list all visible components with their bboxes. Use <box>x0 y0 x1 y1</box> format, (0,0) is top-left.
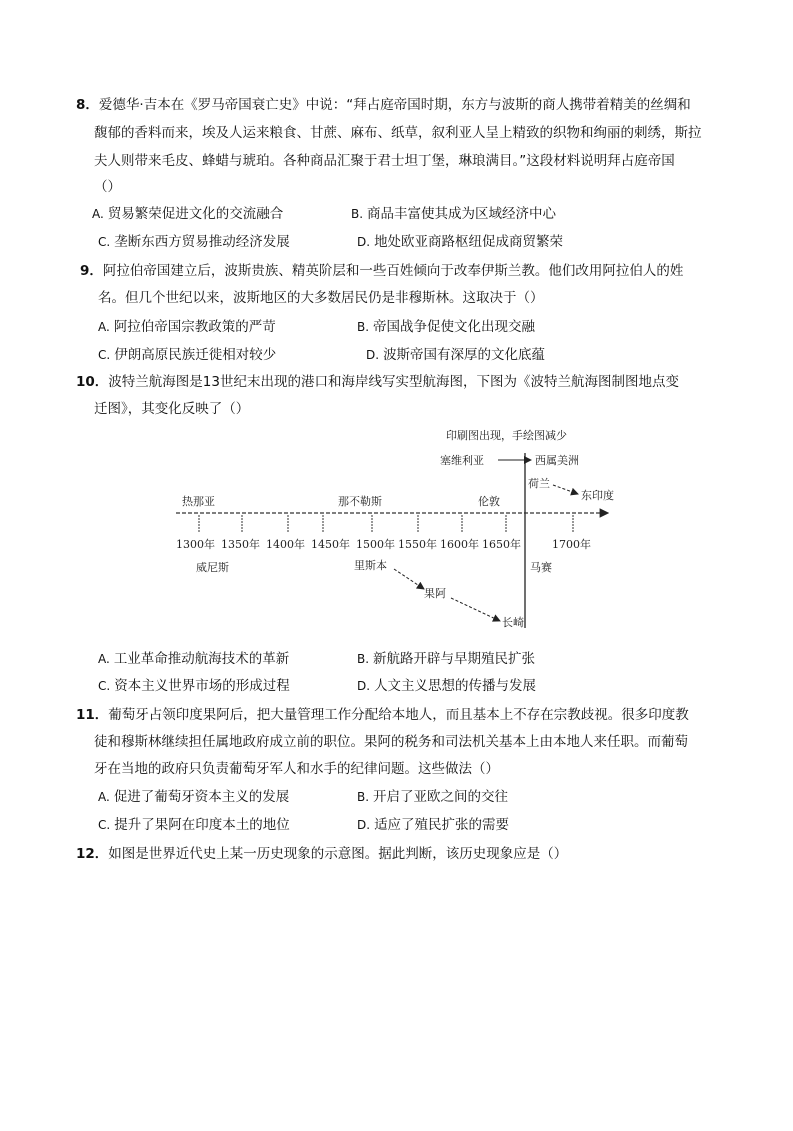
q10-option-b[interactable]: B. 新航路开辟与早期殖民扩张 <box>357 651 536 667</box>
year-label: 1450年 <box>311 538 350 551</box>
q8-option-b[interactable]: B. 商品丰富使其成为区域经济中心 <box>351 206 557 222</box>
year-label: 1550年 <box>398 538 437 551</box>
q11-option-a[interactable]: A. 促进了葡萄牙资本主义的发展 <box>98 789 290 805</box>
q10-line-1 <box>76 373 679 391</box>
q9-number: 9． <box>80 263 103 279</box>
q9-option-c[interactable]: C. 伊朗高原民族迁徙相对较少 <box>98 347 277 363</box>
place-seville: 塞维利亚 <box>440 454 484 467</box>
q9-stem-2: 名。但几个世纪以来，波斯地区的大多数居民仍是非穆斯林。这取决于（） <box>98 290 544 306</box>
q11-option-b[interactable]: B. 开启了亚欧之间的交往 <box>357 789 509 805</box>
q12-line-1 <box>76 845 567 863</box>
timeline-ticks <box>199 515 573 533</box>
q10-stem-2: 迁图》，其变化反映了（） <box>94 401 250 417</box>
place-east-indies: 东印度 <box>581 489 614 502</box>
q11-stem-1: 葡萄牙占领印度果阿后，把大量管理工作分配给本地人，而且基本上不存在宗教歧视。很多印度教 <box>108 707 689 723</box>
q10-option-c[interactable]: C. 资本主义世界市场的形成过程 <box>98 678 290 694</box>
q11-option-c[interactable]: C. 提升了果阿在印度本土的地位 <box>98 817 290 833</box>
q8-option-d[interactable]: D. 地处欧亚商路枢纽促成商贸繁荣 <box>357 234 564 250</box>
top-note: 印刷图出现，手绘图减少 <box>446 429 567 442</box>
q9-line-1 <box>80 262 683 280</box>
q8-number: 8． <box>76 97 99 113</box>
year-label: 1500年 <box>356 538 395 551</box>
year-label: 1600年 <box>440 538 479 551</box>
q8-stem-4: （） <box>94 179 121 195</box>
q9-stem-1: 阿拉伯帝国建立后，波斯贵族、精英阶层和一些百姓倾向于改奉伊斯兰教。他们改用阿拉伯人的姓 <box>102 263 684 279</box>
arrow-goa-to-nagasaki <box>451 598 500 621</box>
q11-stem-3: 牙在当地的政府只负责葡萄牙军人和水手的纪律问题。这些做法（） <box>94 761 499 777</box>
q12-stem-1: 如图是世界近代史上某一历史现象的示意图。据此判断，该历史现象应是（） <box>108 846 568 862</box>
place-venice: 威尼斯 <box>196 561 229 574</box>
q10-stem-1: 波特兰航海图是13世纪末出现的港口和海岸线写实型航海图，下图为《波特兰航海图制图地点变 <box>108 374 679 390</box>
q10-number: 10． <box>76 374 109 390</box>
place-spanish-america: 西属美洲 <box>535 454 579 467</box>
q8-stem-2: 馥郁的香料而来，埃及人运来粮食、甘蔗、麻布、纸草，叙利亚人呈上精致的织物和绚丽的刺绣，斯拉 <box>94 125 702 141</box>
year-label: 1650年 <box>482 538 521 551</box>
place-lisbon: 里斯本 <box>354 559 387 572</box>
q9-option-d[interactable]: D. 波斯帝国有深厚的文化底蕴 <box>366 347 546 363</box>
place-genoa: 热那亚 <box>182 495 215 508</box>
year-label: 1300年 <box>176 538 215 551</box>
place-nagasaki: 长崎 <box>502 616 524 629</box>
q11-number: 11． <box>76 707 109 723</box>
q8-option-c[interactable]: C. 垄断东西方贸易推动经济发展 <box>98 234 290 250</box>
arrow-lisbon-to-goa <box>394 569 424 589</box>
q10-option-a[interactable]: A. 工业革命推动航海技术的革新 <box>98 651 290 667</box>
q8-stem-3: 夫人则带来毛皮、蜂蜡与琥珀。各种商品汇聚于君士坦丁堡，琳琅满目。”这段材料说明拜占庭帝国 <box>94 153 675 169</box>
year-label: 1700年 <box>552 538 591 551</box>
q11-line-1 <box>76 706 689 724</box>
q11-option-d[interactable]: D. 适应了殖民扩张的需要 <box>357 817 510 833</box>
q8-stem-1: 爱德华·吉本在《罗马帝国衰亡史》中说：“拜占庭帝国时期，东方与波斯的商人携带着精美的丝绸和 <box>98 97 691 113</box>
q8-line-1 <box>76 96 691 114</box>
portolan-map-location-diagram <box>168 423 628 638</box>
place-london: 伦敦 <box>478 495 500 508</box>
q9-option-a[interactable]: A. 阿拉伯帝国宗教政策的严苛 <box>98 319 276 335</box>
year-label: 1350年 <box>221 538 260 551</box>
arrow-netherlands-to-east-indies <box>553 485 578 494</box>
year-label: 1400年 <box>266 538 305 551</box>
q12-number: 12． <box>76 846 109 862</box>
q8-option-a[interactable]: A. 贸易繁荣促进文化的交流融合 <box>92 206 284 222</box>
place-goa: 果阿 <box>424 587 446 600</box>
q9-option-b[interactable]: B. 帝国战争促使文化出现交融 <box>357 319 536 335</box>
q10-option-d[interactable]: D. 人文主义思想的传播与发展 <box>357 678 537 694</box>
place-marseille: 马赛 <box>530 561 552 574</box>
place-naples: 那不勒斯 <box>338 495 382 508</box>
q11-stem-2: 徒和穆斯林继续担任属地政府成立前的职位。果阿的税务和司法机关基本上由本地人来任职。而葡萄 <box>94 734 688 750</box>
place-netherlands: 荷兰 <box>528 477 550 490</box>
year-labels <box>176 537 591 551</box>
